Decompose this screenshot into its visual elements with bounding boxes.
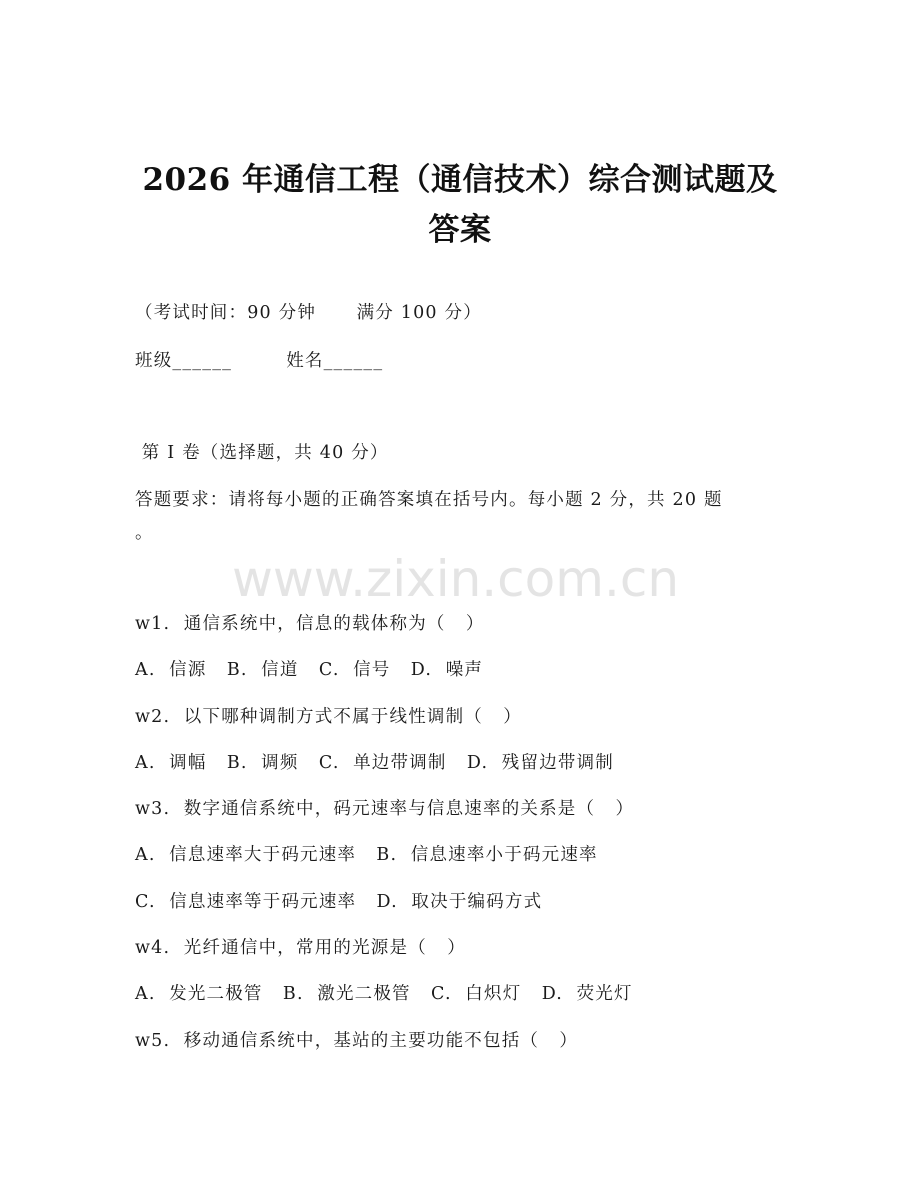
instructions-line-1: 答题要求：请将每小题的正确答案填在括号内。每小题 2 分，共 20 题 bbox=[135, 490, 723, 510]
document-title-line-1: 2026 年通信工程（通信技术）综合测试题及 bbox=[142, 162, 778, 198]
question-5-stem: w5. 移动通信系统中，基站的主要功能不包括（ ） bbox=[135, 1031, 579, 1051]
question-1-options: A. 信源 B. 信道 C. 信号 D. 噪声 bbox=[135, 660, 484, 680]
exam-info: （考试时间：90 分钟 满分 100 分） bbox=[135, 303, 482, 323]
section-heading: 第 I 卷（选择题，共 40 分） bbox=[135, 443, 389, 463]
question-1-stem: w1. 通信系统中，信息的载体称为（ ） bbox=[135, 614, 485, 634]
question-3-options-1: A. 信息速率大于码元速率 B. 信息速率小于码元速率 bbox=[135, 845, 598, 865]
watermark: www.zixin.com.cn bbox=[232, 550, 680, 608]
question-2-options: A. 调幅 B. 调频 C. 单边带调制 D. 残留边带调制 bbox=[135, 753, 614, 773]
question-4-stem: w4. 光纤通信中，常用的光源是（ ） bbox=[135, 938, 466, 958]
question-3-stem: w3. 数字通信系统中，码元速率与信息速率的关系是（ ） bbox=[135, 799, 635, 819]
question-3-options-2: C. 信息速率等于码元速率 D. 取决于编码方式 bbox=[135, 892, 543, 912]
question-2-stem: w2. 以下哪种调制方式不属于线性调制（ ） bbox=[135, 707, 522, 727]
class-name-line: 班级______ 姓名______ bbox=[135, 351, 384, 371]
instructions-line-2: 。 bbox=[135, 523, 154, 543]
question-4-options: A. 发光二极管 B. 激光二极管 C. 白炽灯 D. 荧光灯 bbox=[135, 984, 633, 1004]
document-title-line-2: 答案 bbox=[428, 212, 492, 248]
